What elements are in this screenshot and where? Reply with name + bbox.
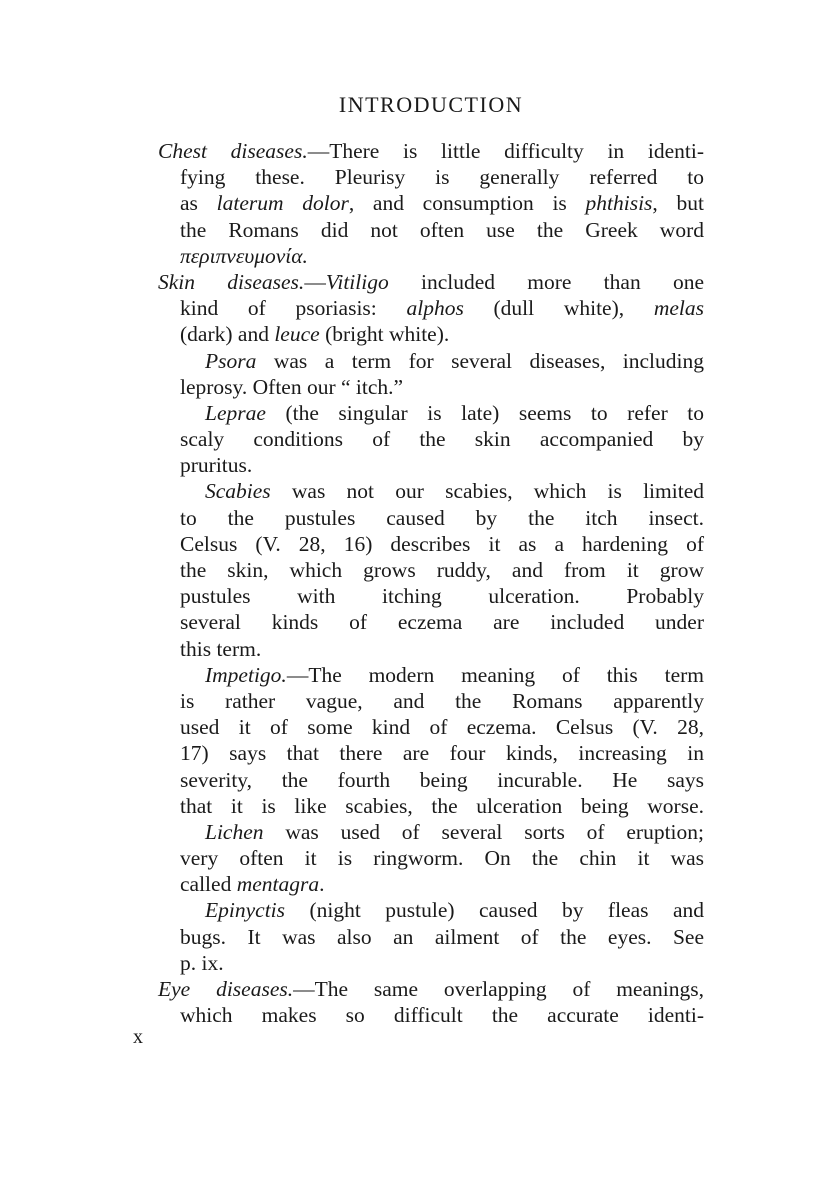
text-run: the Romans did not often use the Greek word	[180, 217, 704, 242]
text-line	[158, 426, 704, 452]
text-run: .	[319, 872, 325, 897]
text-line	[158, 138, 704, 164]
text-line	[158, 583, 704, 609]
text-run: very often it is ringworm. On the chin it was	[180, 846, 704, 871]
italic-term: Leprae	[205, 400, 266, 425]
italic-term: Impetigo.	[205, 662, 287, 687]
text-line	[158, 243, 704, 269]
text-run: used it of some kind of eczema. Celsus (V. 28,	[180, 715, 704, 740]
text-line	[158, 793, 704, 819]
page-number: x	[133, 1026, 143, 1048]
italic-term: Psora	[205, 348, 257, 373]
text-run: , but	[652, 191, 704, 216]
italic-term: Chest diseases.	[158, 139, 308, 163]
text-line	[158, 557, 704, 583]
text-line	[158, 740, 704, 766]
italic-term: Lichen	[205, 819, 264, 844]
text-run: kind of psoriasis:	[180, 296, 407, 321]
text-run: several kinds of eczema are included under	[180, 610, 704, 635]
text-line	[158, 688, 704, 714]
italic-term: laterum dolor	[216, 191, 349, 216]
text-run: , and consumption is	[348, 191, 586, 216]
text-line	[158, 374, 704, 400]
text-run: called	[180, 872, 237, 897]
text-line	[158, 478, 704, 504]
text-line	[158, 609, 704, 635]
text-run: the skin, which grows ruddy, and from it grow	[180, 558, 704, 582]
italic-term: περιπνευμονία.	[180, 243, 308, 268]
text-run: was used of several sorts of eruption;	[263, 819, 704, 844]
text-run: which makes so difficult the accurate identi-	[180, 1003, 704, 1028]
text-run: p. ix.	[180, 950, 224, 975]
text-run: —There is little difficulty in identi-	[307, 139, 704, 163]
text-run: (dull white),	[463, 296, 654, 321]
text-line	[158, 505, 704, 531]
text-line	[158, 662, 704, 688]
text-line	[158, 636, 704, 662]
text-line	[158, 269, 704, 295]
italic-term: leuce	[274, 322, 320, 347]
text-run: that it is like scabies, the ulceration being worse.	[180, 793, 704, 818]
italic-term: phthisis	[585, 191, 653, 216]
text-line	[158, 400, 704, 426]
text-run: is rather vague, and the Romans apparently	[180, 688, 704, 713]
text-line	[158, 164, 704, 190]
text-run: as	[180, 191, 217, 216]
text-line	[158, 950, 704, 976]
text-line	[158, 531, 704, 557]
italic-term: Scabies	[205, 479, 271, 504]
italic-term: Vitiligo	[325, 269, 389, 294]
italic-term: mentagra	[236, 872, 320, 897]
text-line	[158, 217, 704, 243]
text-run: to the pustules caused by the itch insect.	[180, 505, 704, 530]
italic-term: melas	[653, 296, 704, 321]
text-run: (night pustule) caused by fleas and	[285, 898, 704, 923]
italic-term: alphos	[406, 296, 464, 321]
text-line	[158, 348, 704, 374]
italic-term: Skin diseases.	[158, 269, 305, 294]
text-run: —	[304, 269, 326, 294]
text-line	[158, 1002, 704, 1028]
body-text	[158, 138, 704, 1028]
text-run: pruritus.	[180, 453, 253, 478]
italic-term: Epinyctis	[205, 898, 286, 923]
text-run: (dark) and	[180, 322, 275, 347]
running-header: INTRODUCTION	[338, 92, 524, 117]
text-run: (bright white).	[319, 322, 450, 347]
text-run: severity, the fourth being incurable. He says	[180, 767, 704, 792]
text-run: fying these. Pleurisy is generally referred to	[180, 165, 704, 190]
text-line	[158, 871, 704, 897]
text-run: was a term for several diseases, including	[256, 348, 704, 373]
text-line	[158, 190, 704, 216]
text-line	[158, 976, 704, 1002]
text-line	[158, 767, 704, 793]
text-line	[158, 924, 704, 950]
text-run: Celsus (V. 28, 16) describes it as a hardening of	[180, 531, 704, 556]
text-run: —The same overlapping of meanings,	[293, 977, 704, 1001]
text-run: leprosy. Often our “ itch.”	[180, 374, 404, 399]
text-line	[158, 845, 704, 871]
text-line	[158, 295, 704, 321]
text-line	[158, 819, 704, 845]
text-line	[158, 321, 704, 347]
text-run: pustules with itching ulceration. Probably	[180, 584, 704, 609]
text-run: (the singular is late) seems to refer to	[265, 400, 704, 425]
text-line	[158, 714, 704, 740]
text-line	[158, 452, 704, 478]
text-line	[158, 897, 704, 923]
text-run: included more than one	[388, 269, 704, 294]
text-run: this term.	[180, 636, 262, 661]
text-run: bugs. It was also an ailment of the eyes. See	[180, 924, 704, 949]
text-run: —The modern meaning of this term	[286, 662, 704, 687]
text-run: was not our scabies, which is limited	[270, 479, 704, 504]
text-run: 17) says that there are four kinds, increasing in	[180, 741, 704, 766]
text-run: scaly conditions of the skin accompanied by	[180, 427, 704, 452]
italic-term: Eye diseases.	[158, 977, 294, 1001]
